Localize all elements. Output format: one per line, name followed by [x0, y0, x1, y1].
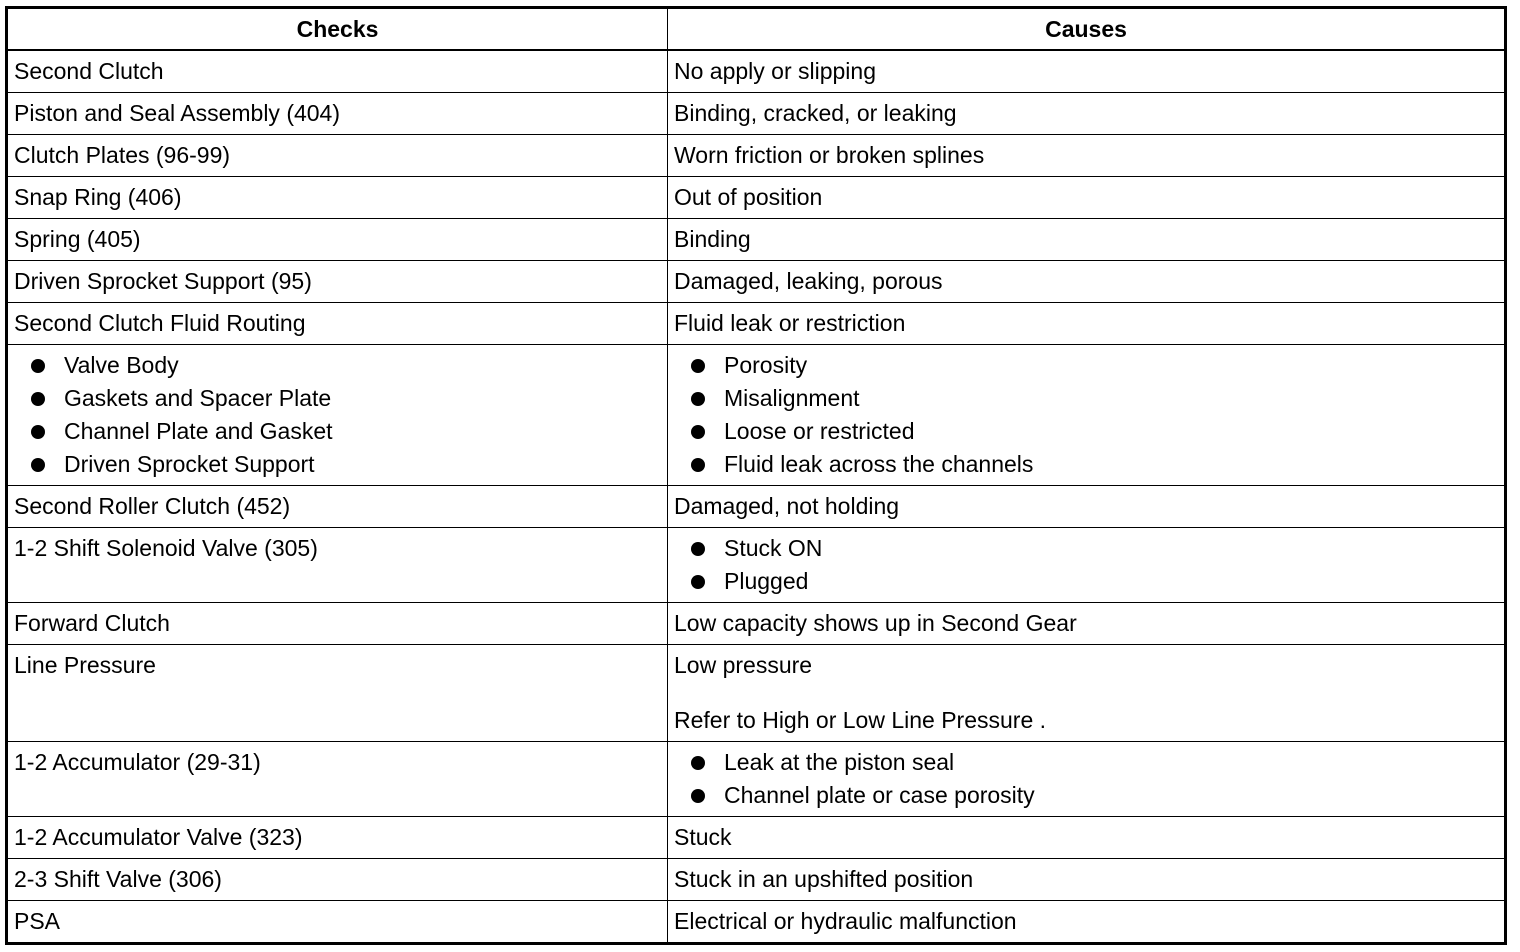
cause-bullet-list — [674, 746, 1498, 812]
bullet-item: Porosity — [674, 349, 1498, 382]
check-cell — [7, 50, 668, 93]
check-text: Forward Clutch — [14, 610, 170, 636]
cause-cell — [668, 528, 1506, 603]
cause-cell — [668, 219, 1506, 261]
table-row — [7, 486, 1506, 528]
bullet-item: Channel plate or case porosity — [674, 779, 1498, 812]
cause-cell — [668, 742, 1506, 817]
cause-text: No apply or slipping — [674, 58, 877, 84]
cause-text: Stuck in an upshifted position — [674, 866, 974, 892]
check-text: Second Clutch — [14, 58, 164, 84]
check-cell — [7, 135, 668, 177]
cause-bullet-list — [674, 349, 1498, 481]
cause-cell — [668, 901, 1506, 944]
cause-text: Worn friction or broken splines — [674, 142, 985, 168]
check-bullet-list — [14, 349, 661, 481]
cause-text: Stuck — [674, 824, 732, 850]
check-text: 1-2 Accumulator (29-31) — [14, 749, 261, 775]
check-text: Driven Sprocket Support (95) — [14, 268, 312, 294]
table-row — [7, 901, 1506, 944]
cause-text: Damaged, not holding — [674, 493, 900, 519]
bullet-item: Misalignment — [674, 382, 1498, 415]
table-row — [7, 859, 1506, 901]
header-row — [7, 8, 1506, 51]
table-row — [7, 135, 1506, 177]
header-causes: Causes — [668, 8, 1506, 51]
check-text: Second Roller Clutch (452) — [14, 493, 291, 519]
check-cell — [7, 486, 668, 528]
check-cell — [7, 219, 668, 261]
check-cell — [7, 177, 668, 219]
check-text: Snap Ring (406) — [14, 184, 182, 210]
check-text: Second Clutch Fluid Routing — [14, 310, 306, 336]
cause-cell — [668, 645, 1506, 742]
check-cell — [7, 528, 668, 603]
header-checks: Checks — [7, 8, 668, 51]
cause-text: Low pressure — [674, 652, 813, 678]
check-cell — [7, 303, 668, 345]
check-text: 1-2 Shift Solenoid Valve (305) — [14, 535, 318, 561]
cause-bullet-list — [674, 532, 1498, 598]
bullet-item: Plugged — [674, 565, 1498, 598]
table-row — [7, 603, 1506, 645]
check-text: PSA — [14, 908, 61, 934]
bullet-item: Leak at the piston seal — [674, 746, 1498, 779]
check-text: Spring (405) — [14, 226, 141, 252]
cause-text: Damaged, leaking, porous — [674, 268, 943, 294]
table-row — [7, 303, 1506, 345]
table-body — [7, 50, 1506, 944]
check-text: 1-2 Accumulator Valve (323) — [14, 824, 303, 850]
cause-cell — [668, 603, 1506, 645]
check-text: 2-3 Shift Valve (306) — [14, 866, 222, 892]
bullet-item: Stuck ON — [674, 532, 1498, 565]
cause-text: Out of position — [674, 184, 823, 210]
cause-cell — [668, 859, 1506, 901]
cause-text: Low capacity shows up in Second Gear — [674, 610, 1077, 636]
bullet-item: Driven Sprocket Support — [14, 448, 661, 481]
bullet-item: Channel Plate and Gasket — [14, 415, 661, 448]
table-row — [7, 219, 1506, 261]
check-text: Line Pressure — [14, 652, 156, 678]
cause-cell — [668, 50, 1506, 93]
cause-text: Binding — [674, 226, 751, 252]
check-cell — [7, 645, 668, 742]
cause-cell — [668, 345, 1506, 486]
cause-cell — [668, 303, 1506, 345]
checks-causes-table — [5, 6, 1507, 945]
table-row — [7, 177, 1506, 219]
table-row — [7, 817, 1506, 859]
check-cell — [7, 603, 668, 645]
bullet-item: Fluid leak across the channels — [674, 448, 1498, 481]
check-cell — [7, 345, 668, 486]
cause-text: Electrical or hydraulic malfunction — [674, 908, 1017, 934]
table-row — [7, 345, 1506, 486]
check-cell — [7, 817, 668, 859]
cause-note: Refer to High or Low Line Pressure . — [674, 707, 1047, 733]
table-row — [7, 742, 1506, 817]
cause-cell — [668, 135, 1506, 177]
bullet-item: Gaskets and Spacer Plate — [14, 382, 661, 415]
cause-cell — [668, 486, 1506, 528]
check-cell — [7, 93, 668, 135]
cause-cell — [668, 93, 1506, 135]
table-row — [7, 645, 1506, 742]
cause-cell — [668, 261, 1506, 303]
bullet-item: Loose or restricted — [674, 415, 1498, 448]
table-row — [7, 50, 1506, 93]
check-text: Piston and Seal Assembly (404) — [14, 100, 341, 126]
bullet-item: Valve Body — [14, 349, 661, 382]
check-cell — [7, 261, 668, 303]
cause-text: Binding, cracked, or leaking — [674, 100, 957, 126]
check-cell — [7, 901, 668, 944]
cause-cell — [668, 177, 1506, 219]
table-row — [7, 261, 1506, 303]
cause-cell — [668, 817, 1506, 859]
check-text: Clutch Plates (96-99) — [14, 142, 231, 168]
check-cell — [7, 859, 668, 901]
check-cell — [7, 742, 668, 817]
cause-text: Fluid leak or restriction — [674, 310, 906, 336]
table-row — [7, 93, 1506, 135]
table-row — [7, 528, 1506, 603]
